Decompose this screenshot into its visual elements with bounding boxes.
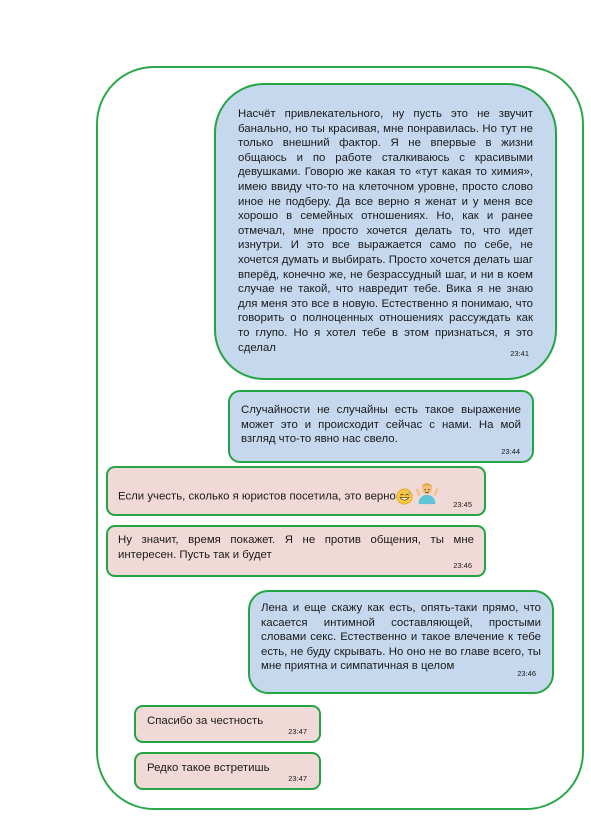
grinning-sweat-emoji bbox=[396, 488, 413, 505]
message-bubble-incoming bbox=[106, 466, 486, 516]
message-text-wrap bbox=[118, 488, 474, 505]
message-time: 23:44 bbox=[501, 447, 520, 456]
message-text: Случайности не случайны есть такое выражение может это и происходит сейчас с нами. На мой взгляд что-то явно нас свело. bbox=[241, 404, 521, 446]
message-bubble-incoming bbox=[134, 752, 321, 790]
message-bubble-incoming bbox=[134, 705, 321, 743]
message-time: 23:45 bbox=[453, 500, 472, 509]
message-text: Редко такое встретишь bbox=[147, 762, 270, 774]
message-text: Если учесть, сколько я юристов посетила, это верно bbox=[118, 490, 396, 503]
message-time: 23:47 bbox=[288, 774, 307, 783]
message-text: Спасибо за честность bbox=[147, 715, 264, 727]
message-time: 23:41 bbox=[510, 349, 529, 358]
message-time: 23:46 bbox=[517, 669, 536, 678]
message-text: Насчёт привлекательного, ну пусть это не звучит банально, но ты красивая, мне понравилась. Но тут не только внешний фактор. Я не впервые в жизни общаюсь и по работе сталкиваюсь с красивыми девушками. Говорю же какая то «тут какая то химия», имею ввиду что-то на клеточном уровне, просто слово иное не подберу. Да все верно я женат и у меня все хорошо в семейных отношениях. Но, как и ранее отмечал, мне просто хочется делать то, что идет изнутри. И это все выражается само по себе, не хочется думать и выбирать. Просто хочется делать шаг вперёд, конечно же, не безрассудный шаг, и ни в коем случае не такой, что навредит тебе. Вика я не знаю для меня это все в новую. Естественно я понимаю, что говорить о полноценных отношениях рассуждать как то глупо. Но я хотел тебе в этом признаться, я это сделал bbox=[238, 108, 533, 354]
message-time: 23:46 bbox=[453, 561, 472, 570]
message-bubble-outgoing bbox=[228, 390, 534, 463]
message-text: Ну значит, время покажет. Я не против общения, ты мне интересен. Пусть так и будет bbox=[118, 534, 474, 561]
message-bubble-incoming bbox=[106, 525, 486, 577]
person-shrugging-emoji bbox=[413, 477, 441, 505]
message-bubble-outgoing bbox=[214, 83, 557, 380]
message-text: Лена и еще скажу как есть, опять-таки прямо, что касается интимной составляющей, простыми словами секс. Естественно и такое влечение к тебе есть, не буду скрывать. Но оно не во главе всего, ты мне приятна и симпатичная в целом bbox=[261, 602, 541, 673]
message-bubble-outgoing bbox=[248, 590, 554, 694]
emoji-group bbox=[396, 488, 441, 505]
message-time: 23:47 bbox=[288, 727, 307, 736]
